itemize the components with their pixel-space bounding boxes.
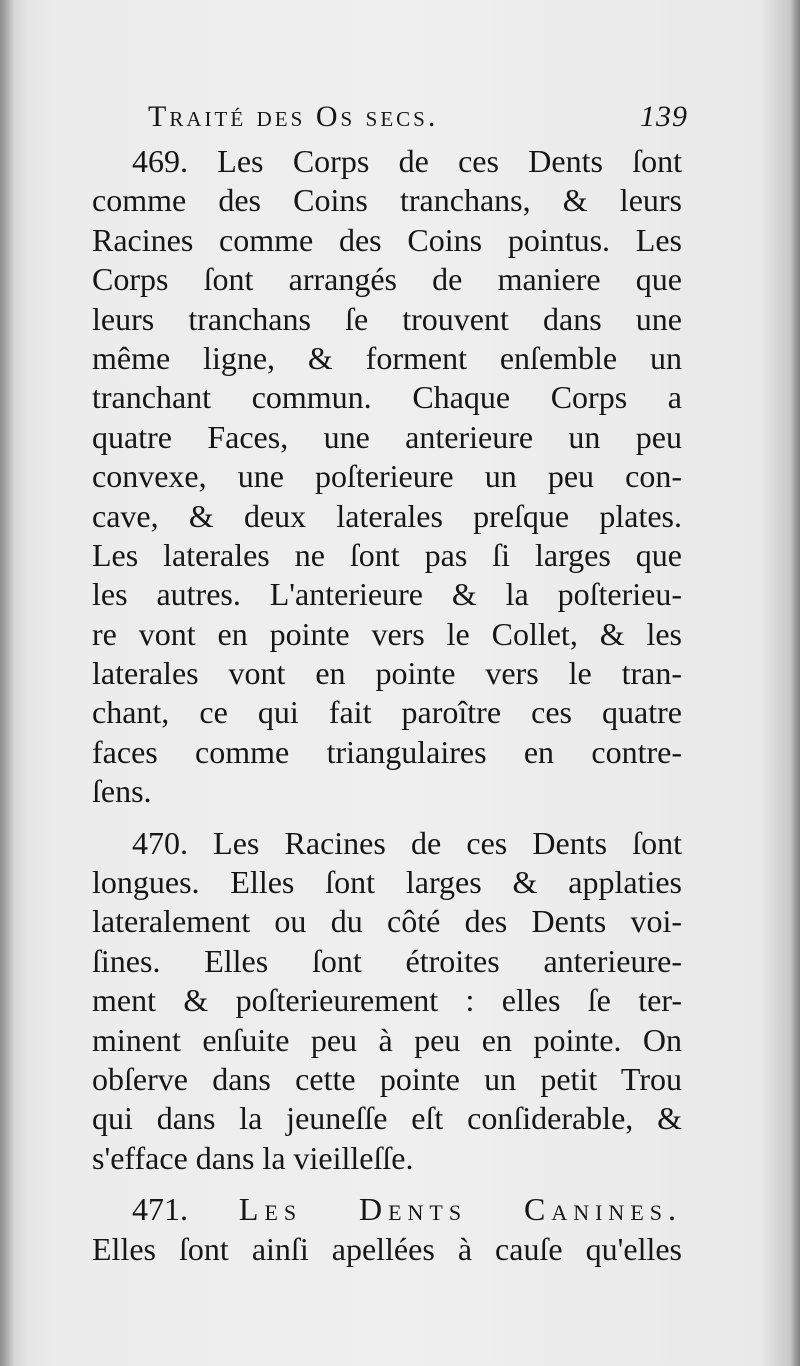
text-line: les autres. L'anterieure & la poſterieu- <box>92 576 682 613</box>
text-line: ſines. Elles ſont étroites anterieure- <box>92 942 682 979</box>
text-line: comme des Coins tranchans, & leurs <box>92 182 682 219</box>
text-line: ment & poſterieurement : elles ſe ter- <box>92 982 682 1019</box>
text-line: lateralement ou du côté des Dents voi- <box>92 903 682 940</box>
paragraph-number: 471. <box>132 1191 188 1228</box>
text-line: re vont en pointe vers le Collet, & les <box>92 615 682 652</box>
text-line: leurs tranchans ſe trouvent dans une <box>92 300 682 337</box>
text-line: s'efface dans la vieilleſſe. <box>92 1139 414 1176</box>
text-line: qui dans la jeuneſſe eſt conſiderable, & <box>92 1100 682 1137</box>
text-line: cave, & deux laterales preſque plates. <box>92 497 682 534</box>
section-heading-line <box>92 1190 682 1229</box>
text-line: même ligne, & forment enſemble un <box>92 339 682 376</box>
text-line: Elles ſont ainſi apellées à cauſe qu'elles <box>92 1230 682 1267</box>
right-edge-shadow <box>790 0 800 1366</box>
text-line: chant, ce qui fait paroître ces quatre <box>92 694 682 731</box>
text-line: faces comme triangulaires en contre- <box>92 733 682 770</box>
text-line: laterales vont en pointe vers le tran- <box>92 655 682 692</box>
text-line: tranchant commun. Chaque Corps a <box>92 379 682 416</box>
text-line: longues. Elles ſont larges & applaties <box>92 864 682 901</box>
text-line: Racines comme des Coins pointus. Les <box>92 221 682 258</box>
body-text <box>92 142 682 1269</box>
text-line: Les laterales ne ſont pas ſi larges que <box>92 536 682 573</box>
page-header <box>148 100 688 144</box>
section-heading: Les Dents Canines. <box>238 1191 682 1228</box>
paragraph-471 <box>92 1190 682 1269</box>
paragraph-470 <box>92 824 682 1179</box>
text-line: 469. Les Corps de ces Dents ſont <box>132 143 682 179</box>
text-line: quatre Faces, une anterieure un peu <box>92 418 682 455</box>
text-line: minent enſuite peu à peu en pointe. On <box>92 1021 682 1058</box>
text-line: ſens. <box>92 773 152 810</box>
page-number: 139 <box>640 100 688 133</box>
paragraph-469 <box>92 142 682 812</box>
running-title: Traité des Os secs. <box>148 100 439 133</box>
text-line: convexe, une poſterieure un peu con- <box>92 458 682 495</box>
text-line: obſerve dans cette pointe un petit Trou <box>92 1060 682 1097</box>
text-line: Corps ſont arrangés de maniere que <box>92 261 682 298</box>
text-line: 470. Les Racines de ces Dents ſont <box>132 824 682 861</box>
left-edge-shadow <box>0 0 14 1366</box>
